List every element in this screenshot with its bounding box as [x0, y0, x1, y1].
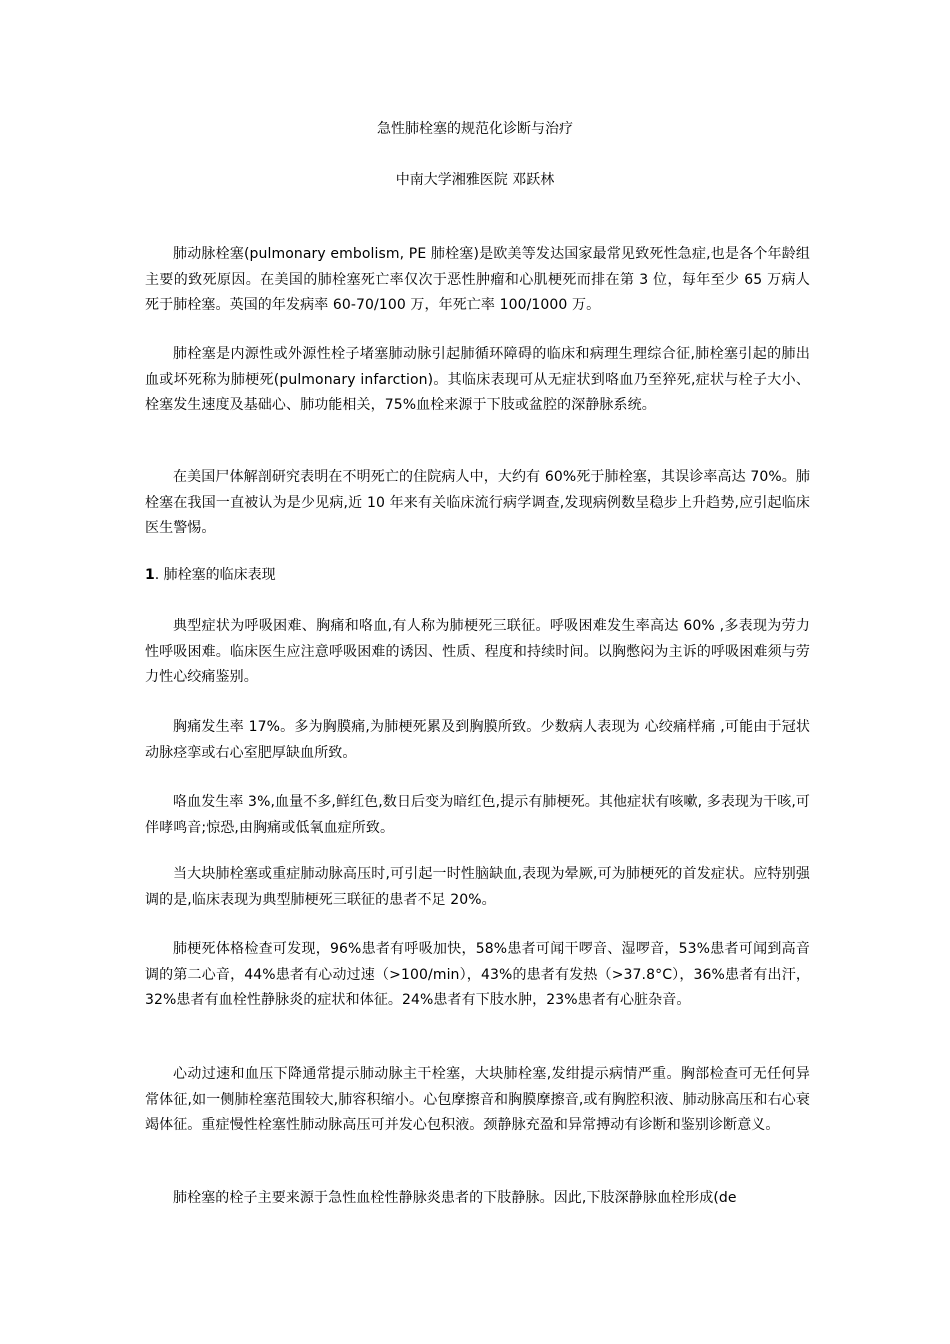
paragraph-syncope: 当大块肺栓塞或重症肺动脉高压时,可引起一时性脑缺血,表现为晕厥,可为肺梗死的首发症状。应特别强调的是,临床表现为典型肺梗死三联征的患者不足 20%。 — [145, 866, 810, 908]
paragraph-embolus-source: 肺栓塞的栓子主要来源于急性血栓性静脉炎患者的下肢静脉。因此,下肢深静脉血栓形成(de — [173, 1190, 737, 1206]
section-heading — [145, 563, 810, 588]
paragraph-intro-1: 肺动脉栓塞(pulmonary embolism, PE 肺栓塞)是欧美等发达国家最常见致死性急症,也是各个年龄组主要的致死原因。在美国的肺栓塞死亡率仅次于恶性肿瘤和心肌梗死而排在第 3 位，每年至少 65 万病人死于肺栓塞。英国的年发病率 60-70/100 万，年死亡率 100/1000 万。 — [145, 246, 810, 314]
document-title: 急性肺栓塞的规范化诊断与治疗 — [377, 121, 573, 137]
paragraph-physical-exam: 肺梗死体格检查可发现，96%患者有呼吸加快，58%患者可闻干啰音、湿啰音，53%患者可闻到高音调的第二心音，44%患者有心动过速（>100/min），43%的患者有发热（>37.8°C），36%患者有出汗，32%患者有血栓性静脉炎的症状和体征。24%患者有下肢水肿，23%患者有心脏杂音。 — [145, 941, 810, 1009]
paragraph-intro-2: 肺栓塞是内源性或外源性栓子堵塞肺动脉引起肺循环障碍的临床和病理生理综合征,肺栓塞引起的肺出血或坏死称为肺梗死(pulmonary infarction)。其临床表现可从无症状到咯血乃至猝死,症状与栓子大小、栓塞发生速度及基础心、肺功能相关，75%血栓来源于下肢或盆腔的深静脉系统。 — [145, 346, 810, 414]
section-number: 1 — [145, 567, 155, 583]
paragraph-hemoptysis: 咯血发生率 3%,血量不多,鲜红色,数日后变为暗红色,提示有肺梗死。其他症状有咳嗽, 多表现为干咳,可伴哮鸣音;惊恐,由胸痛或低氧血症所致。 — [145, 794, 810, 836]
paragraph-symptoms: 典型症状为呼吸困难、胸痛和咯血,有人称为肺梗死三联征。呼吸困难发生率高达 60% ,多表现为劳力性呼吸困难。临床医生应注意呼吸困难的诱因、性质、程度和持续时间。以胸憋闷为主诉的呼吸困难须与劳力性心绞痛鉴别。 — [145, 618, 810, 686]
section-title: . 肺栓塞的临床表现 — [154, 567, 276, 583]
paragraph-chest-pain: 胸痛发生率 17%。多为胸膜痛,为肺梗死累及到胸膜所致。少数病人表现为 心绞痛样痛 ,可能由于冠状动脉痉挛或右心室肥厚缺血所致。 — [145, 719, 810, 761]
document-author: 中南大学湘雅医院 邓跃林 — [395, 172, 555, 188]
paragraph-tachycardia: 心动过速和血压下降通常提示肺动脉主干栓塞，大块肺栓塞,发绀提示病情严重。胸部检查可无任何异常体征,如一侧肺栓塞范围较大,肺容积缩小。心包摩擦音和胸膜摩擦音,或有胸腔积液、肺动脉高压和右心衰竭体征。重症慢性栓塞性肺动脉高压可并发心包积液。颈静脉充盈和异常搏动有诊断和鉴别诊断意义。 — [145, 1066, 810, 1134]
paragraph-intro-3: 在美国尸体解剖研究表明在不明死亡的住院病人中，大约有 60%死于肺栓塞，其误诊率高达 70%。肺栓塞在我国一直被认为是少见病,近 10 年来有关临床流行病学调查,发现病例数呈稳步上升趋势,应引起临床医生警惕。 — [145, 469, 810, 537]
